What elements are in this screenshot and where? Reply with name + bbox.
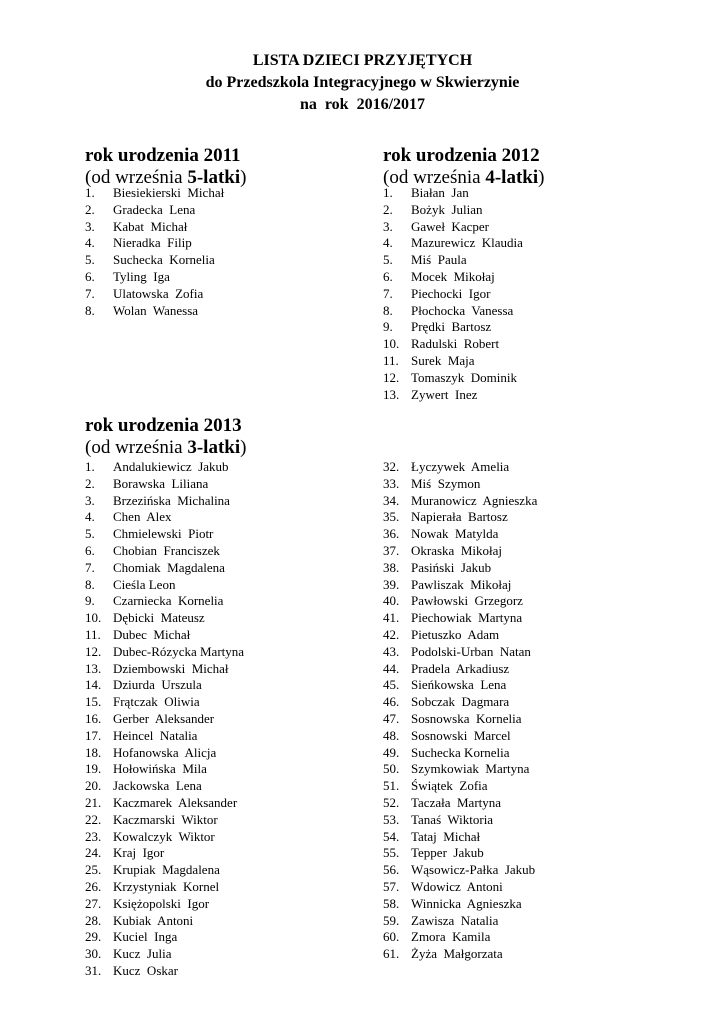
list-item-number: 36. <box>383 526 400 542</box>
list-item-number: 48. <box>383 727 400 743</box>
child-name: Andalukiewicz Jakub <box>113 459 229 474</box>
list-item <box>85 476 365 493</box>
list-item <box>383 812 683 829</box>
section-2012-year: rok urodzenia 2012 <box>383 145 540 166</box>
list-item-number: 9. <box>85 593 95 609</box>
list-item <box>383 829 683 846</box>
list-item <box>383 879 683 896</box>
child-name: Żyża Małgorzata <box>411 946 503 962</box>
child-name: Tataj Michał <box>411 828 481 844</box>
child-name: Księżopolski Igor <box>113 895 210 911</box>
list-item-number: 11. <box>85 626 101 642</box>
list-item <box>85 219 345 236</box>
child-name: Dubec-Rózycka Martyna <box>113 643 245 659</box>
list-item <box>383 896 683 913</box>
list-item-number: 3. <box>85 218 95 234</box>
list-item-number: 38. <box>383 559 400 575</box>
child-name: Dziurda Urszula <box>113 677 202 693</box>
list-item <box>383 286 663 303</box>
child-name: Sosnowski Marcel <box>411 727 511 743</box>
list-item-number: 34. <box>383 492 400 508</box>
list-item-number: 57. <box>383 878 400 894</box>
list-item <box>85 526 365 543</box>
child-name: Tanaś Wiktoria <box>411 811 494 827</box>
list-item-number: 17. <box>85 727 102 743</box>
child-name: Pradela Arkadiusz <box>411 660 510 676</box>
child-name: Hofanowska Alicja <box>113 744 217 760</box>
list-item <box>85 644 365 661</box>
child-name: Chobian Franciszek <box>113 542 220 558</box>
child-name: Kuciel Inga <box>113 929 178 945</box>
child-name: Nieradka Filip <box>113 235 192 251</box>
list-item-number: 51. <box>383 778 400 794</box>
list-item-number: 44. <box>383 660 400 676</box>
list-item <box>383 509 683 526</box>
child-name: Pietuszko Adam <box>411 626 500 642</box>
list-item <box>383 677 683 694</box>
list-item <box>85 711 365 728</box>
list-item-number: 2. <box>85 475 95 491</box>
list-item-number: 29. <box>85 929 102 945</box>
child-name: Jackowska Lena <box>113 778 202 794</box>
child-name: Bożyk Julian <box>411 201 483 217</box>
child-name: Piechocki Igor <box>411 285 491 301</box>
list-item-number: 8. <box>383 302 393 318</box>
list-item-number: 56. <box>383 862 400 878</box>
list-item <box>85 795 365 812</box>
list-item <box>85 879 365 896</box>
list-item <box>85 252 345 269</box>
list-item-number: 6. <box>85 542 95 558</box>
list-item-number: 25. <box>85 862 102 878</box>
list-item <box>383 593 683 610</box>
list-item <box>383 761 683 778</box>
list-item <box>383 845 683 862</box>
list-item <box>85 202 345 219</box>
child-name: Kubiak Antoni <box>113 912 194 928</box>
child-name: Radulski Robert <box>411 336 500 352</box>
list-item-number: 4. <box>85 235 95 251</box>
list-item <box>383 493 683 510</box>
child-name: Ulatowska Zofia <box>113 285 204 301</box>
child-name: Kabat Michał <box>113 218 188 234</box>
list-item-number: 4. <box>85 509 95 525</box>
title-line-3: na rok 2016/2017 <box>299 96 426 113</box>
child-name: Kucz Julia <box>113 946 172 962</box>
section-2011-age: (od września 5-latki) <box>85 167 247 188</box>
child-name: Szymkowiak Martyna <box>411 761 530 777</box>
list-item-number: 21. <box>85 794 102 810</box>
list-item <box>383 336 663 353</box>
list-item-number: 20. <box>85 778 102 794</box>
list-item-number: 1. <box>383 185 393 200</box>
list-item <box>383 795 683 812</box>
child-name: Suchecka Kornelia <box>113 252 215 268</box>
child-name: Podolski-Urban Natan <box>411 643 531 659</box>
child-name: Miś Szymon <box>411 475 481 491</box>
children-list-2011 <box>85 185 345 319</box>
list-item-number: 2. <box>383 201 393 217</box>
child-name: Kowalczyk Wiktor <box>113 828 215 844</box>
list-item <box>85 929 365 946</box>
child-name: Kucz Oskar <box>113 962 178 978</box>
list-item <box>85 269 345 286</box>
list-item-number: 35. <box>383 509 400 525</box>
child-name: Chmielewski Piotr <box>113 526 214 542</box>
list-item <box>85 862 365 879</box>
list-item-number: 47. <box>383 710 400 726</box>
list-item-number: 39. <box>383 576 400 592</box>
list-item <box>383 711 683 728</box>
children-list-2012 <box>383 185 663 403</box>
child-name: Czarniecka Kornelia <box>113 593 224 609</box>
list-item <box>85 459 365 476</box>
list-item-number: 33. <box>383 475 400 491</box>
list-item <box>383 560 683 577</box>
section-2011-year: rok urodzenia 2011 <box>85 145 241 166</box>
list-item-number: 58. <box>383 895 400 911</box>
list-item-number: 1. <box>85 185 95 200</box>
child-name: Pawłowski Grzegorz <box>411 593 523 609</box>
section-2011-heading <box>85 145 246 189</box>
list-item-number: 37. <box>383 542 400 558</box>
list-item-number: 61. <box>383 946 400 962</box>
list-item-number: 15. <box>85 694 102 710</box>
list-item <box>85 677 365 694</box>
list-item-number: 8. <box>85 576 95 592</box>
list-item <box>85 694 365 711</box>
list-item <box>85 812 365 829</box>
list-item-number: 12. <box>383 369 400 385</box>
list-item-number: 13. <box>85 660 102 676</box>
section-2013-year: rok urodzenia 2013 <box>85 415 242 436</box>
list-item <box>85 778 365 795</box>
list-item-number: 10. <box>85 610 102 626</box>
child-name: Pasiński Jakub <box>411 559 492 575</box>
list-item <box>383 235 663 252</box>
child-name: Dubec Michał <box>113 626 191 642</box>
child-name: Napierała Bartosz <box>411 509 508 525</box>
list-item-number: 5. <box>85 252 95 268</box>
list-item <box>85 509 365 526</box>
list-item <box>85 896 365 913</box>
section-2012-heading <box>383 145 544 189</box>
list-item-number: 30. <box>85 946 102 962</box>
list-item-number: 32. <box>383 459 400 474</box>
list-item <box>383 778 683 795</box>
child-name: Zawisza Natalia <box>411 912 499 928</box>
list-item-number: 41. <box>383 610 400 626</box>
list-item <box>85 286 345 303</box>
child-name: Biesiekierski Michał <box>113 185 225 200</box>
child-name: Gradecka Lena <box>113 201 196 217</box>
child-name: Tomaszyk Dominik <box>411 369 517 385</box>
list-item <box>85 577 365 594</box>
list-item <box>383 929 683 946</box>
title-line-2: do Przedszkola Integracyjnego w Skwierzynie <box>205 74 520 91</box>
list-item <box>383 610 683 627</box>
child-name: Prędki Bartosz <box>411 319 492 335</box>
list-item <box>85 185 345 202</box>
list-item-number: 14. <box>85 677 102 693</box>
list-item <box>85 946 365 963</box>
list-item-number: 7. <box>85 285 95 301</box>
list-item <box>85 593 365 610</box>
list-item <box>85 963 365 980</box>
child-name: Chen Alex <box>113 509 172 525</box>
child-name: Brzezińska Michalina <box>113 492 230 508</box>
child-name: Mocek Mikołaj <box>411 268 495 284</box>
list-item-number: 43. <box>383 643 400 659</box>
child-name: Winnicka Agnieszka <box>411 895 522 911</box>
list-item <box>383 627 683 644</box>
list-item-number: 45. <box>383 677 400 693</box>
list-item <box>85 543 365 560</box>
list-item-number: 24. <box>85 845 102 861</box>
child-name: Suchecka Kornelia <box>411 744 510 760</box>
child-name: Tepper Jakub <box>411 845 484 861</box>
list-item <box>85 560 365 577</box>
list-item <box>85 303 345 320</box>
list-item-number: 12. <box>85 643 102 659</box>
list-item-number: 16. <box>85 710 102 726</box>
child-name: Sobczak Dagmara <box>411 694 510 710</box>
list-item <box>85 829 365 846</box>
list-item-number: 54. <box>383 828 400 844</box>
section-2012-age: (od września 4-latki) <box>383 167 545 188</box>
list-item-number: 46. <box>383 694 400 710</box>
list-item-number: 7. <box>85 559 95 575</box>
list-item <box>85 745 365 762</box>
child-name: Krupiak Magdalena <box>113 862 220 878</box>
list-item <box>383 202 663 219</box>
list-item-number: 42. <box>383 626 400 642</box>
list-item <box>383 644 683 661</box>
list-item-number: 50. <box>383 761 400 777</box>
child-name: Cieśla Leon <box>113 576 176 592</box>
child-name: Chomiak Magdalena <box>113 559 225 575</box>
child-name: Gerber Aleksander <box>113 710 215 726</box>
child-name: Okraska Mikołaj <box>411 542 502 558</box>
list-item-number: 2. <box>85 201 95 217</box>
child-name: Mazurewicz Klaudia <box>411 235 523 251</box>
list-item <box>383 185 663 202</box>
list-item-number: 23. <box>85 828 102 844</box>
list-item <box>383 353 663 370</box>
child-name: Piechowiak Martyna <box>411 610 523 626</box>
children-list-2013-col2 <box>383 459 683 963</box>
list-item-number: 13. <box>383 386 400 402</box>
list-item-number: 1. <box>85 459 95 474</box>
child-name: Sosnowska Kornelia <box>411 710 522 726</box>
child-name: Płochocka Vanessa <box>411 302 514 318</box>
list-item-number: 22. <box>85 811 102 827</box>
child-name: Gaweł Kacper <box>411 218 489 234</box>
list-item-number: 59. <box>383 912 400 928</box>
list-item <box>85 493 365 510</box>
list-item <box>383 269 663 286</box>
list-item-number: 27. <box>85 895 102 911</box>
section-2013-heading <box>85 415 246 459</box>
list-item-number: 19. <box>85 761 102 777</box>
child-name: Wolan Wanessa <box>113 302 199 318</box>
list-item <box>383 745 683 762</box>
list-item-number: 28. <box>85 912 102 928</box>
list-item <box>383 476 683 493</box>
child-name: Kaczmarek Aleksander <box>113 794 238 810</box>
child-name: Kaczmarski Wiktor <box>113 811 218 827</box>
child-name: Dziembowski Michał <box>113 660 229 676</box>
title-line-1: LISTA DZIECI PRZYJĘTYCH <box>252 52 473 69</box>
list-item-number: 5. <box>383 252 393 268</box>
child-name: Frątczak Oliwia <box>113 694 200 710</box>
list-item-number: 6. <box>85 268 95 284</box>
child-name: Krzystyniak Kornel <box>113 878 220 894</box>
list-item-number: 10. <box>383 336 400 352</box>
child-name: Wąsowicz-Pałka Jakub <box>411 862 536 878</box>
list-item-number: 8. <box>85 302 95 318</box>
child-name: Muranowicz Agnieszka <box>411 492 538 508</box>
list-item-number: 3. <box>85 492 95 508</box>
list-item <box>383 946 683 963</box>
list-item <box>383 728 683 745</box>
child-name: Zmora Kamila <box>411 929 491 945</box>
child-name: Świątek Zofia <box>411 778 488 794</box>
list-item <box>383 370 663 387</box>
child-name: Sieńkowska Lena <box>411 677 507 693</box>
list-item <box>85 728 365 745</box>
child-name: Wdowicz Antoni <box>411 878 503 894</box>
list-item-number: 9. <box>383 319 393 335</box>
list-item-number: 40. <box>383 593 400 609</box>
list-item <box>383 252 663 269</box>
list-item <box>383 319 663 336</box>
list-item-number: 49. <box>383 744 400 760</box>
list-item <box>383 862 683 879</box>
list-item <box>85 913 365 930</box>
list-item <box>383 526 683 543</box>
child-name: Borawska Liliana <box>113 475 209 491</box>
child-name: Tyling Iga <box>113 268 170 284</box>
list-item <box>85 845 365 862</box>
list-item-number: 60. <box>383 929 400 945</box>
list-item-number: 55. <box>383 845 400 861</box>
list-item-number: 6. <box>383 268 393 284</box>
list-item-number: 52. <box>383 794 400 810</box>
list-item <box>85 627 365 644</box>
list-item-number: 31. <box>85 962 102 978</box>
child-name: Pawliszak Mikołaj <box>411 576 512 592</box>
child-name: Nowak Matylda <box>411 526 499 542</box>
list-item <box>383 459 683 476</box>
child-name: Surek Maja <box>411 352 475 368</box>
list-item-number: 7. <box>383 285 393 301</box>
child-name: Miś Paula <box>411 252 467 268</box>
list-item-number: 3. <box>383 218 393 234</box>
child-name: Taczała Martyna <box>411 794 502 810</box>
list-item <box>85 235 345 252</box>
list-item-number: 5. <box>85 526 95 542</box>
child-name: Kraj Igor <box>113 845 165 861</box>
list-item <box>383 694 683 711</box>
child-name: Łyczywek Amelia <box>411 459 510 474</box>
list-item <box>85 610 365 627</box>
child-name: Białan Jan <box>411 185 469 200</box>
list-item <box>85 761 365 778</box>
list-item-number: 18. <box>85 744 102 760</box>
list-item <box>383 219 663 236</box>
section-2013-age: (od września 3-latki) <box>85 437 247 458</box>
list-item <box>383 543 683 560</box>
child-name: Heincel Natalia <box>113 727 198 743</box>
list-item <box>85 661 365 678</box>
document-title <box>0 50 725 116</box>
list-item-number: 4. <box>383 235 393 251</box>
child-name: Dębicki Mateusz <box>113 610 205 626</box>
list-item <box>383 387 663 404</box>
child-name: Zywert Inez <box>411 386 478 402</box>
list-item <box>383 303 663 320</box>
children-list-2013-col1 <box>85 459 365 980</box>
list-item-number: 53. <box>383 811 400 827</box>
list-item <box>383 913 683 930</box>
list-item-number: 11. <box>383 352 399 368</box>
list-item <box>383 577 683 594</box>
list-item-number: 26. <box>85 878 102 894</box>
list-item <box>383 661 683 678</box>
child-name: Hołowińska Mila <box>113 761 207 777</box>
